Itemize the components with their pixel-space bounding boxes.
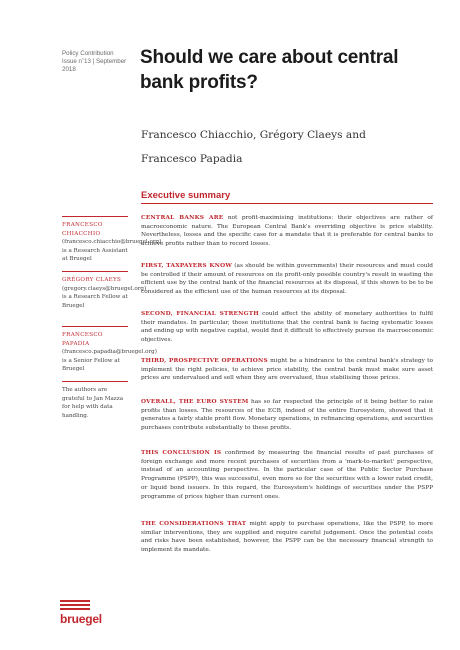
author-note-name: FRANCESCO CHIACCHIO [62,222,103,237]
summary-paragraph [141,357,433,383]
author-note-text: (francesco.chiacchio@bruegel.org) is a Research Assistant at Bruegel [62,239,162,263]
page-title: Should we care about central bank profits? [140,47,399,93]
sidebar-divider [62,271,128,272]
author-note [62,276,147,310]
logo-bar [60,600,90,602]
sidebar-divider [62,216,128,217]
author-note-name: FRANCESCO PAPADIA [62,332,103,347]
summary-paragraph [141,310,433,345]
publication-series [62,50,132,74]
paragraph-lead: CENTRAL BANKS ARE [141,215,224,221]
paragraph-lead: THE CONSIDERATIONS THAT [141,521,247,527]
series-name: Policy Contribution [62,50,114,57]
author-note-text: (gregory.claeys@bruegel.org) is a Research Fellow at Bruegel [62,285,147,309]
author-note [62,221,162,264]
author-list [141,124,441,171]
paragraph-lead: FIRST, TAXPAYERS KNOW [141,263,233,269]
acknowledgement-text: The authors are grateful to Jan Mazza for help with data handling. [62,387,124,419]
paragraph-body: has so far respected the principle of it being better to raise profits than losses. The resources of the ECB, indeed of the entire Eurosystem, showed that it generates a fairly stable profit flow. Monetary operations, in refinancing operations, and securities purchases contribute substantially to these profits. [141,399,434,432]
issue-number: Issue n˚13 | September 2018 [62,58,127,73]
sidebar-divider [62,381,128,382]
paragraph-lead: THIRD, PROSPECTIVE OPERATIONS [141,358,268,364]
author-line-2: Francesco Papadia [141,152,243,165]
summary-paragraph [141,449,433,501]
author-note-text: (francesco.papadia@bruegel.org) is a Senior Fellow at Bruegel [62,349,157,373]
logo-wordmark: bruegel [60,612,102,626]
paragraph-lead: THIS CONCLUSION IS [141,450,222,456]
logo-bar [60,608,90,610]
section-divider [141,203,433,204]
summary-paragraph [141,214,433,249]
summary-paragraph [141,398,433,433]
paragraph-body: might be a hindrance to the central bank's strategy to implement the right policies, to achieve price stability, the central bank must make sure asset prices are undervalued and sell when they are overvalued, thus stabilising those prices. [141,358,434,382]
paragraph-body: not profit-maximising institutions: their objectives are rather of macroeconomic nature. The European Central Bank's overriding objective is price stability. Nevertheless, losses and the specific case for a mandate that it is preferable for central banks to achieve profits rather than to record losses. [141,215,433,248]
summary-paragraph [141,520,433,555]
section-heading: Executive summary [141,190,231,201]
author-line-1: Francesco Chiacchio, Grégory Claeys and [141,129,366,141]
summary-paragraph [141,262,433,297]
paragraph-body: could affect the ability of monetary authorities to fulfil their mandates. In particular, those institutions that the central bank is facing systematic losses and ending up with negative capital, would find it difficult to effectively pursue its macroeconomic objectives. [141,311,433,344]
sidebar-divider [62,326,128,327]
paragraph-body: might apply to purchase operations, like the PSPP, to more similar interventions, they are supplied and require careful judgement. Once the potential costs and risks have been established, however, the PSPP can be the necessary financial strength to implement its mandate. [141,521,433,554]
acknowledgement-note [62,386,128,420]
paragraph-lead: SECOND, FINANCIAL STRENGTH [141,311,259,317]
author-note-name: GRÉGORY CLAEYS [62,277,122,283]
paragraph-body: confirmed by measuring the financial results of past purchases of foreign exchange and more recent purchases of securities from a 'mark-to-market' perspective, instead of an accounting perspective. In the particular case of the Public Sector Purchase Programme (PSPP), this was successful, even more so for the securities with a lower rated credit, or liquid bond issuers. In this regard, the Eurosystem's holdings of securities under the PSPP programme of prices higher than current ones. [141,450,434,500]
paragraph-lead: OVERALL, THE EURO SYSTEM [141,399,249,405]
paragraph-body: (as should be within governments) their resources and must could be controlled if their amount of resources on its profit-only possible country's result in wasting the efficient use by the central bank of the financial resources at its disposal, if this shown to be to be considered as the efficient use of the human resources at its disposal. [141,263,433,296]
logo-bar [60,604,90,606]
author-note [62,331,157,374]
